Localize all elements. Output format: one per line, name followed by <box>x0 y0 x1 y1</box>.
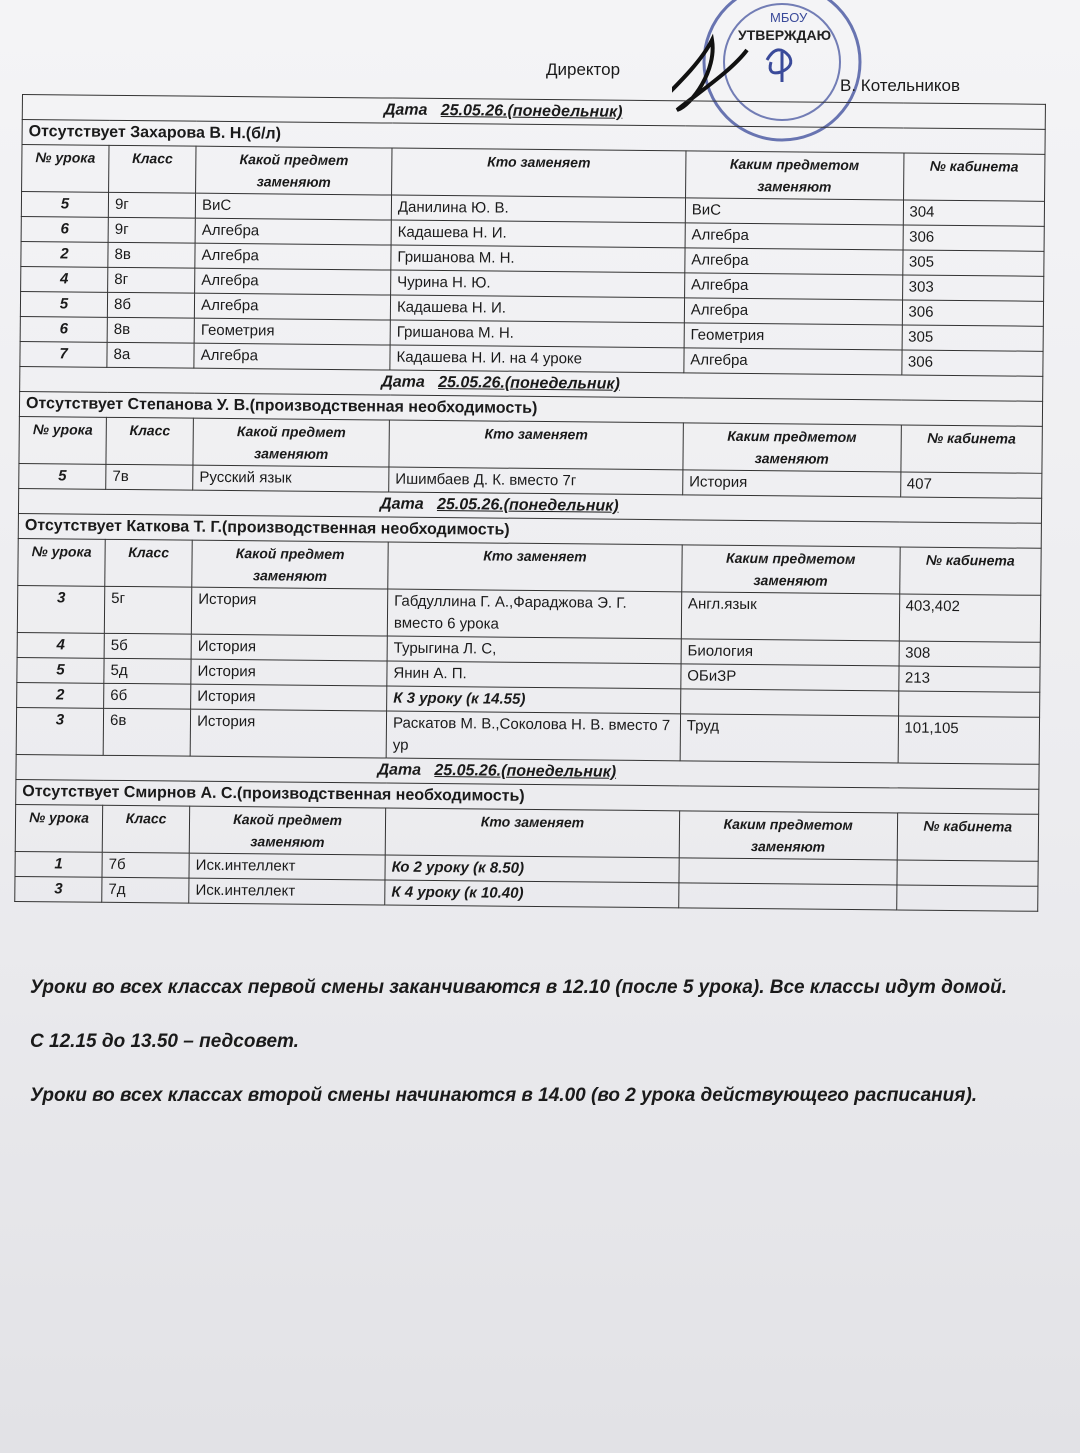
column-header: Какой предмет заменяют <box>196 146 392 195</box>
column-header: № урока <box>19 416 107 464</box>
table-cell: Алгебра <box>684 298 902 325</box>
table-cell: 7 <box>20 341 107 367</box>
notes-block <box>30 972 1040 1134</box>
date-label: Дата <box>381 373 425 391</box>
table-cell: Алгебра <box>685 223 903 250</box>
column-header: Класс <box>102 805 190 853</box>
column-header: Каким предметом заменяют <box>682 545 900 594</box>
table-cell: 4 <box>17 632 104 658</box>
column-header: Кто заменяет <box>389 420 683 470</box>
table-cell: Геометрия <box>684 323 902 350</box>
date-value: 25.05.26.(понедельник) <box>434 761 617 781</box>
note-1: Уроки во всех классах первой смены заканчиваются в 12.10 (после 5 урока). Все классы идут домой. <box>30 977 1008 998</box>
table-cell: Гришанова М. Н. <box>390 320 684 348</box>
absent-teacher: Отсутствует Захарова В. Н.(б/л) <box>22 120 1045 155</box>
table-cell <box>896 885 1038 911</box>
table-cell: 407 <box>900 472 1042 498</box>
column-header: Кто заменяет <box>392 148 686 198</box>
table-cell: ОБиЗР <box>681 664 899 691</box>
table-cell: 213 <box>898 666 1040 692</box>
table-cell: Янин А. П. <box>387 661 681 689</box>
column-header: Какой предмет заменяют <box>193 418 389 467</box>
table-cell: 5 <box>20 291 107 317</box>
table-cell: 306 <box>902 300 1044 326</box>
table-cell: Алгебра <box>195 243 391 270</box>
column-header: № урока <box>22 145 110 193</box>
date-value: 25.05.26.(понедельник) <box>436 496 619 515</box>
table-cell: 3 <box>15 876 102 902</box>
table-cell: 5 <box>21 192 108 218</box>
table-cell: 101,105 <box>898 716 1040 764</box>
column-header: Кто заменяет <box>388 542 682 592</box>
table-cell: Труд <box>680 714 898 763</box>
table-cell: Кадашева Н. И. <box>391 220 685 248</box>
table-cell: К 3 уроку (к 14.55) <box>387 686 681 714</box>
table-cell: 2 <box>17 682 104 708</box>
table-cell: 4 <box>21 266 108 292</box>
table-cell: 308 <box>899 641 1041 667</box>
table-cell: 306 <box>901 350 1043 376</box>
table-cell: 2 <box>21 241 108 267</box>
table-cell: Русский язык <box>193 465 389 492</box>
column-header: Какой предмет заменяют <box>192 540 388 589</box>
director-label: Директор <box>546 60 621 79</box>
table-cell: 6в <box>103 708 191 756</box>
table-cell: Алгебра <box>684 348 902 375</box>
table-cell: Иск.интеллект <box>189 853 385 880</box>
table-cell: Алгебра <box>194 343 390 370</box>
substitution-table <box>14 94 1046 912</box>
table-cell <box>896 860 1038 886</box>
column-header: Класс <box>109 145 197 193</box>
table-cell: 5б <box>104 633 191 659</box>
table-cell: Алгебра <box>194 293 390 320</box>
table-cell: 3 <box>17 585 105 633</box>
table-cell: Ко 2 уроку (к 8.50) <box>385 855 679 883</box>
table-cell: Гришанова М. Н. <box>391 245 685 273</box>
table-cell: 5г <box>104 586 192 634</box>
table-cell: Англ.язык <box>681 592 899 641</box>
table-cell: 8г <box>108 267 195 293</box>
absent-teacher: Отсутствует Степанова У. В.(производственная необходимость) <box>19 391 1042 426</box>
table-cell: Алгебра <box>684 273 902 300</box>
table-cell: Биология <box>681 639 899 666</box>
table-cell: История <box>191 587 387 636</box>
table-cell: Данилина Ю. В. <box>391 195 685 223</box>
table-cell: 8б <box>107 292 194 318</box>
column-header: Кто заменяет <box>385 808 679 858</box>
date-label: Дата <box>377 761 422 779</box>
table-cell: Кадашева Н. И. на 4 уроке <box>390 345 684 373</box>
table-cell: Габдуллина Г. А.,Фараджова Э. Г. вместо 6 урока <box>387 589 681 639</box>
column-header: № урока <box>18 538 106 586</box>
column-header: № кабинета <box>899 547 1041 595</box>
table-cell: 9г <box>108 192 195 218</box>
column-header: Каким предметом заменяют <box>685 151 903 200</box>
table-cell: Алгебра <box>195 218 391 245</box>
column-header: № урока <box>15 804 103 852</box>
stamp-top-text: МБОУ <box>770 10 808 25</box>
table-cell: Раскатов М. В.,Соколова Н. В. вместо 7 ур <box>386 711 680 761</box>
table-cell: Чурина Н. Ю. <box>391 270 685 298</box>
table-cell: 5 <box>19 463 106 489</box>
table-cell <box>680 689 898 716</box>
absent-teacher: Отсутствует Каткова Т. Г.(производственная необходимость) <box>18 513 1041 548</box>
table-cell: 7б <box>102 852 189 878</box>
table-cell: Кадашева Н. И. <box>390 295 684 323</box>
column-header: Какой предмет заменяют <box>189 806 385 855</box>
table-cell: 306 <box>903 225 1045 251</box>
date-label: Дата <box>383 101 428 119</box>
table-cell: Алгебра <box>195 268 391 295</box>
table-cell: Иск.интеллект <box>189 878 385 905</box>
table-cell: Ишимбаев Д. К. вместо 7г <box>389 467 683 495</box>
note-2: С 12.15 до 13.50 – педсовет. <box>30 1031 299 1052</box>
table-cell: ВиС <box>195 193 391 220</box>
table-cell: Геометрия <box>194 318 390 345</box>
column-header: Класс <box>106 417 194 465</box>
column-header: Класс <box>105 539 193 587</box>
column-header: № кабинета <box>903 153 1045 201</box>
table-cell: 8в <box>108 242 195 268</box>
director-name: В. Котельников <box>840 76 961 95</box>
table-cell: ВиС <box>685 198 903 225</box>
note-3: Уроки во всех классах второй смены начинаются в 14.00 (во 2 урока действующего расписания). <box>30 1085 978 1106</box>
table-cell: 7в <box>106 464 193 490</box>
table-cell: 8в <box>107 317 194 343</box>
date-value: 25.05.26.(понедельник) <box>440 102 623 121</box>
table-cell: 6б <box>104 683 191 709</box>
table-cell: 303 <box>902 275 1044 301</box>
date-label: Дата <box>379 495 424 513</box>
table-cell: 1 <box>15 851 102 877</box>
table-cell <box>679 858 897 885</box>
table-cell: Алгебра <box>685 248 903 275</box>
table-cell: 6 <box>21 216 108 242</box>
table-cell: История <box>191 684 387 711</box>
table-cell: История <box>190 709 386 758</box>
table-cell: 304 <box>903 200 1045 226</box>
table-cell: 6 <box>20 316 107 342</box>
table-cell: История <box>683 470 901 497</box>
table-cell: 305 <box>902 250 1044 276</box>
column-header: Каким предметом заменяют <box>683 423 901 472</box>
column-header: № кабинета <box>900 425 1042 473</box>
table-cell: История <box>191 634 387 661</box>
table-cell: К 4 уроку (к 10.40) <box>385 880 679 908</box>
table-cell: 403,402 <box>899 594 1041 642</box>
table-cell: 5 <box>17 657 104 683</box>
table-cell: 3 <box>16 707 104 755</box>
table-cell: 9г <box>108 217 195 243</box>
stamp-approve-text: УТВЕРЖДАЮ <box>738 27 832 43</box>
table-cell <box>898 691 1040 717</box>
table-cell: 5д <box>104 658 191 684</box>
table-cell: История <box>191 659 387 686</box>
column-header: Каким предметом заменяют <box>679 811 897 860</box>
table-cell: 7д <box>102 877 189 903</box>
date-value: 25.05.26.(понедельник) <box>438 374 620 393</box>
table-cell <box>679 883 897 910</box>
table-cell: 8а <box>107 342 194 368</box>
table-cell: 305 <box>902 325 1044 351</box>
column-header: № кабинета <box>897 813 1039 861</box>
table-cell: Турыгина Л. С, <box>387 636 681 664</box>
absent-teacher: Отсутствует Смирнов А. С.(производственная необходимость) <box>16 779 1039 814</box>
